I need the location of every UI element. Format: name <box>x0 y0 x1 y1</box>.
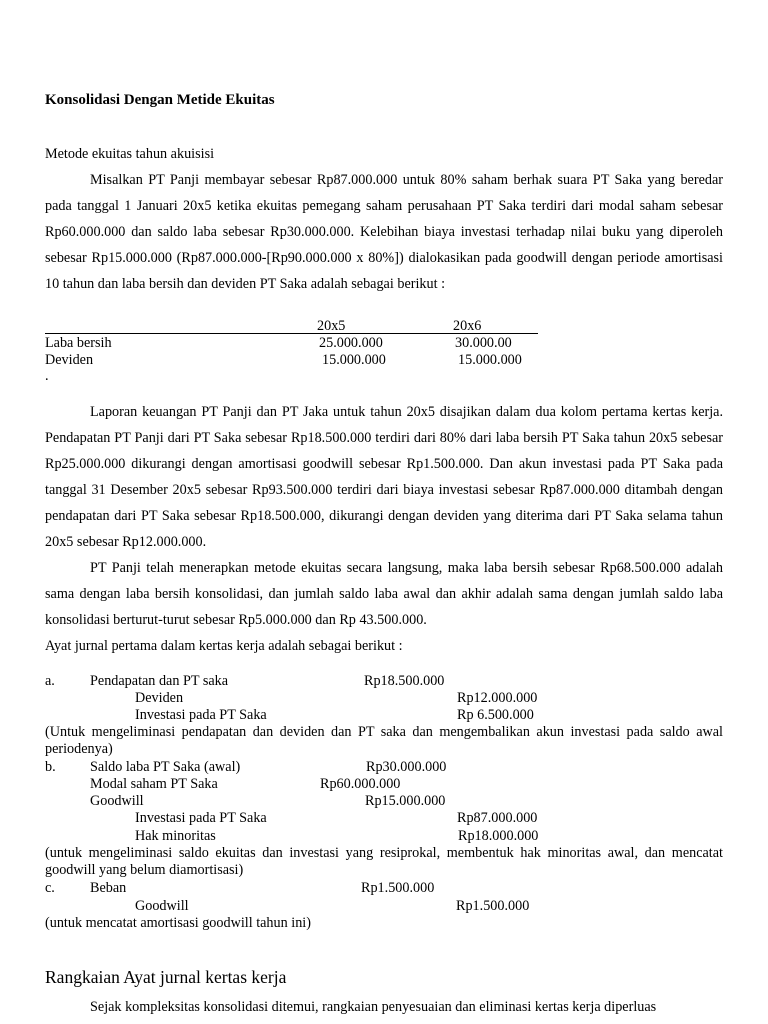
subheading: Metode ekuitas tahun akuisisi <box>45 146 215 162</box>
entry-marker: b. <box>45 759 56 775</box>
debit-account: Pendapatan dan PT saka <box>90 673 229 689</box>
table-cell: 15.000.000 <box>458 352 522 368</box>
debit-amount: Rp18.500.000 <box>364 673 445 689</box>
entry-note: (Untuk mengeliminasi pendapatan dan deviden dan PT saka dan mengembalikan akun investasi pada saldo awal periodenya) <box>45 724 723 757</box>
paragraph-3: PT Panji telah menerapkan metode ekuitas secara langsung, maka laba bersih sebesar Rp68.500.000 adalah sama dengan laba bersih konsolidasi, dan jumlah saldo laba awal dan akhir adalah sama dengan jumlah saldo laba konsolidasi berturut-turut sebesar Rp5.000.000 dan Rp 43.500.000. <box>45 560 723 628</box>
paragraph-2: Laporan keuangan PT Panji dan PT Jaka untuk tahun 20x5 disajikan dalam dua kolom pertama kertas kerja. Pendapatan PT Panji dari PT Saka sebesar Rp18.500.000 terdiri dari 80% dari laba bersih PT Saka tahun 20x5 sebesar Rp25.000.000 dikurangi dengan amortisasi goodwill sebesar Rp1.500.000. Dan akun investasi pada PT Saka pada tanggal 31 Desember 20x5 sebesar Rp93.500.000 terdiri dari biaya investasi sebesar Rp87.000.000 ditambah dengan pendapatan dari PT Saka sebesar Rp18.500.000, dikurangi dengan deviden yang diterima dari PT Saka selama tahun 20x5 sebesar Rp12.000.000. <box>45 404 723 550</box>
table-header-20x6: 20x6 <box>453 318 482 334</box>
debit-account: Goodwill <box>90 793 144 809</box>
table-header-rule <box>45 333 538 334</box>
table-cell: 25.000.000 <box>319 335 383 351</box>
debit-account: Modal saham PT Saka <box>90 776 218 792</box>
stray-dot: . <box>45 368 49 384</box>
paragraph-1: Misalkan PT Panji membayar sebesar Rp87.000.000 untuk 80% saham berhak suara PT Saka yang beredar pada tanggal 1 Januari 20x5 ketika ekuitas pemegang saham perusahaan PT Saka terdiri dari modal saham sebesar Rp60.000.000 dan saldo laba sebesar Rp30.000.000. Kelebihan biaya investasi terhadap nilai buku yang diperoleh sebesar Rp15.000.000 (Rp87.000.000-[Rp90.000.000 x 80%]) dialokasikan pada goodwill dengan periode amortisasi 10 tahun dan laba bersih dan deviden PT Saka adalah sebagai berikut : <box>45 172 723 292</box>
credit-amount: Rp1.500.000 <box>456 898 530 914</box>
debit-account: Beban <box>90 880 127 896</box>
debit-amount: Rp60.000.000 <box>320 776 401 792</box>
section-heading: Rangkaian Ayat jurnal kertas kerja <box>45 967 287 987</box>
table-row-label: Deviden <box>45 352 94 368</box>
entry-note: (untuk mencatat amortisasi goodwill tahun ini) <box>45 915 311 931</box>
debit-amount: Rp1.500.000 <box>361 880 435 896</box>
document-title: Konsolidasi Dengan Metide Ekuitas <box>45 92 275 108</box>
credit-account: Goodwill <box>135 898 189 914</box>
credit-account: Investasi pada PT Saka <box>135 810 267 826</box>
table-cell: 15.000.000 <box>322 352 386 368</box>
credit-amount: Rp12.000.000 <box>457 690 538 706</box>
debit-account: Saldo laba PT Saka (awal) <box>90 759 241 775</box>
paragraph-4: Ayat jurnal pertama dalam kertas kerja adalah sebagai berikut : <box>45 638 403 654</box>
entry-marker: a. <box>45 673 55 689</box>
credit-account: Investasi pada PT Saka <box>135 707 267 723</box>
debit-amount: Rp15.000.000 <box>365 793 446 809</box>
table-header-20x5: 20x5 <box>317 318 346 334</box>
paragraph-5: Sejak kompleksitas konsolidasi ditemui, rangkaian penyesuaian dan eliminasi kertas kerja diperluas <box>90 999 657 1015</box>
table-cell: 30.000.00 <box>455 335 512 351</box>
table-row-label: Laba bersih <box>45 335 112 351</box>
entry-marker: c. <box>45 880 55 896</box>
credit-amount: Rp87.000.000 <box>457 810 538 826</box>
debit-amount: Rp30.000.000 <box>366 759 447 775</box>
credit-account: Deviden <box>135 690 184 706</box>
credit-account: Hak minoritas <box>135 828 216 844</box>
credit-amount: Rp18.000.000 <box>458 828 539 844</box>
credit-amount: Rp 6.500.000 <box>457 707 534 723</box>
entry-note: (untuk mengeliminasi saldo ekuitas dan investasi yang resiprokal, membentuk hak minoritas awal, dan mencatat goodwill yang belum diamortisasi) <box>45 845 723 878</box>
